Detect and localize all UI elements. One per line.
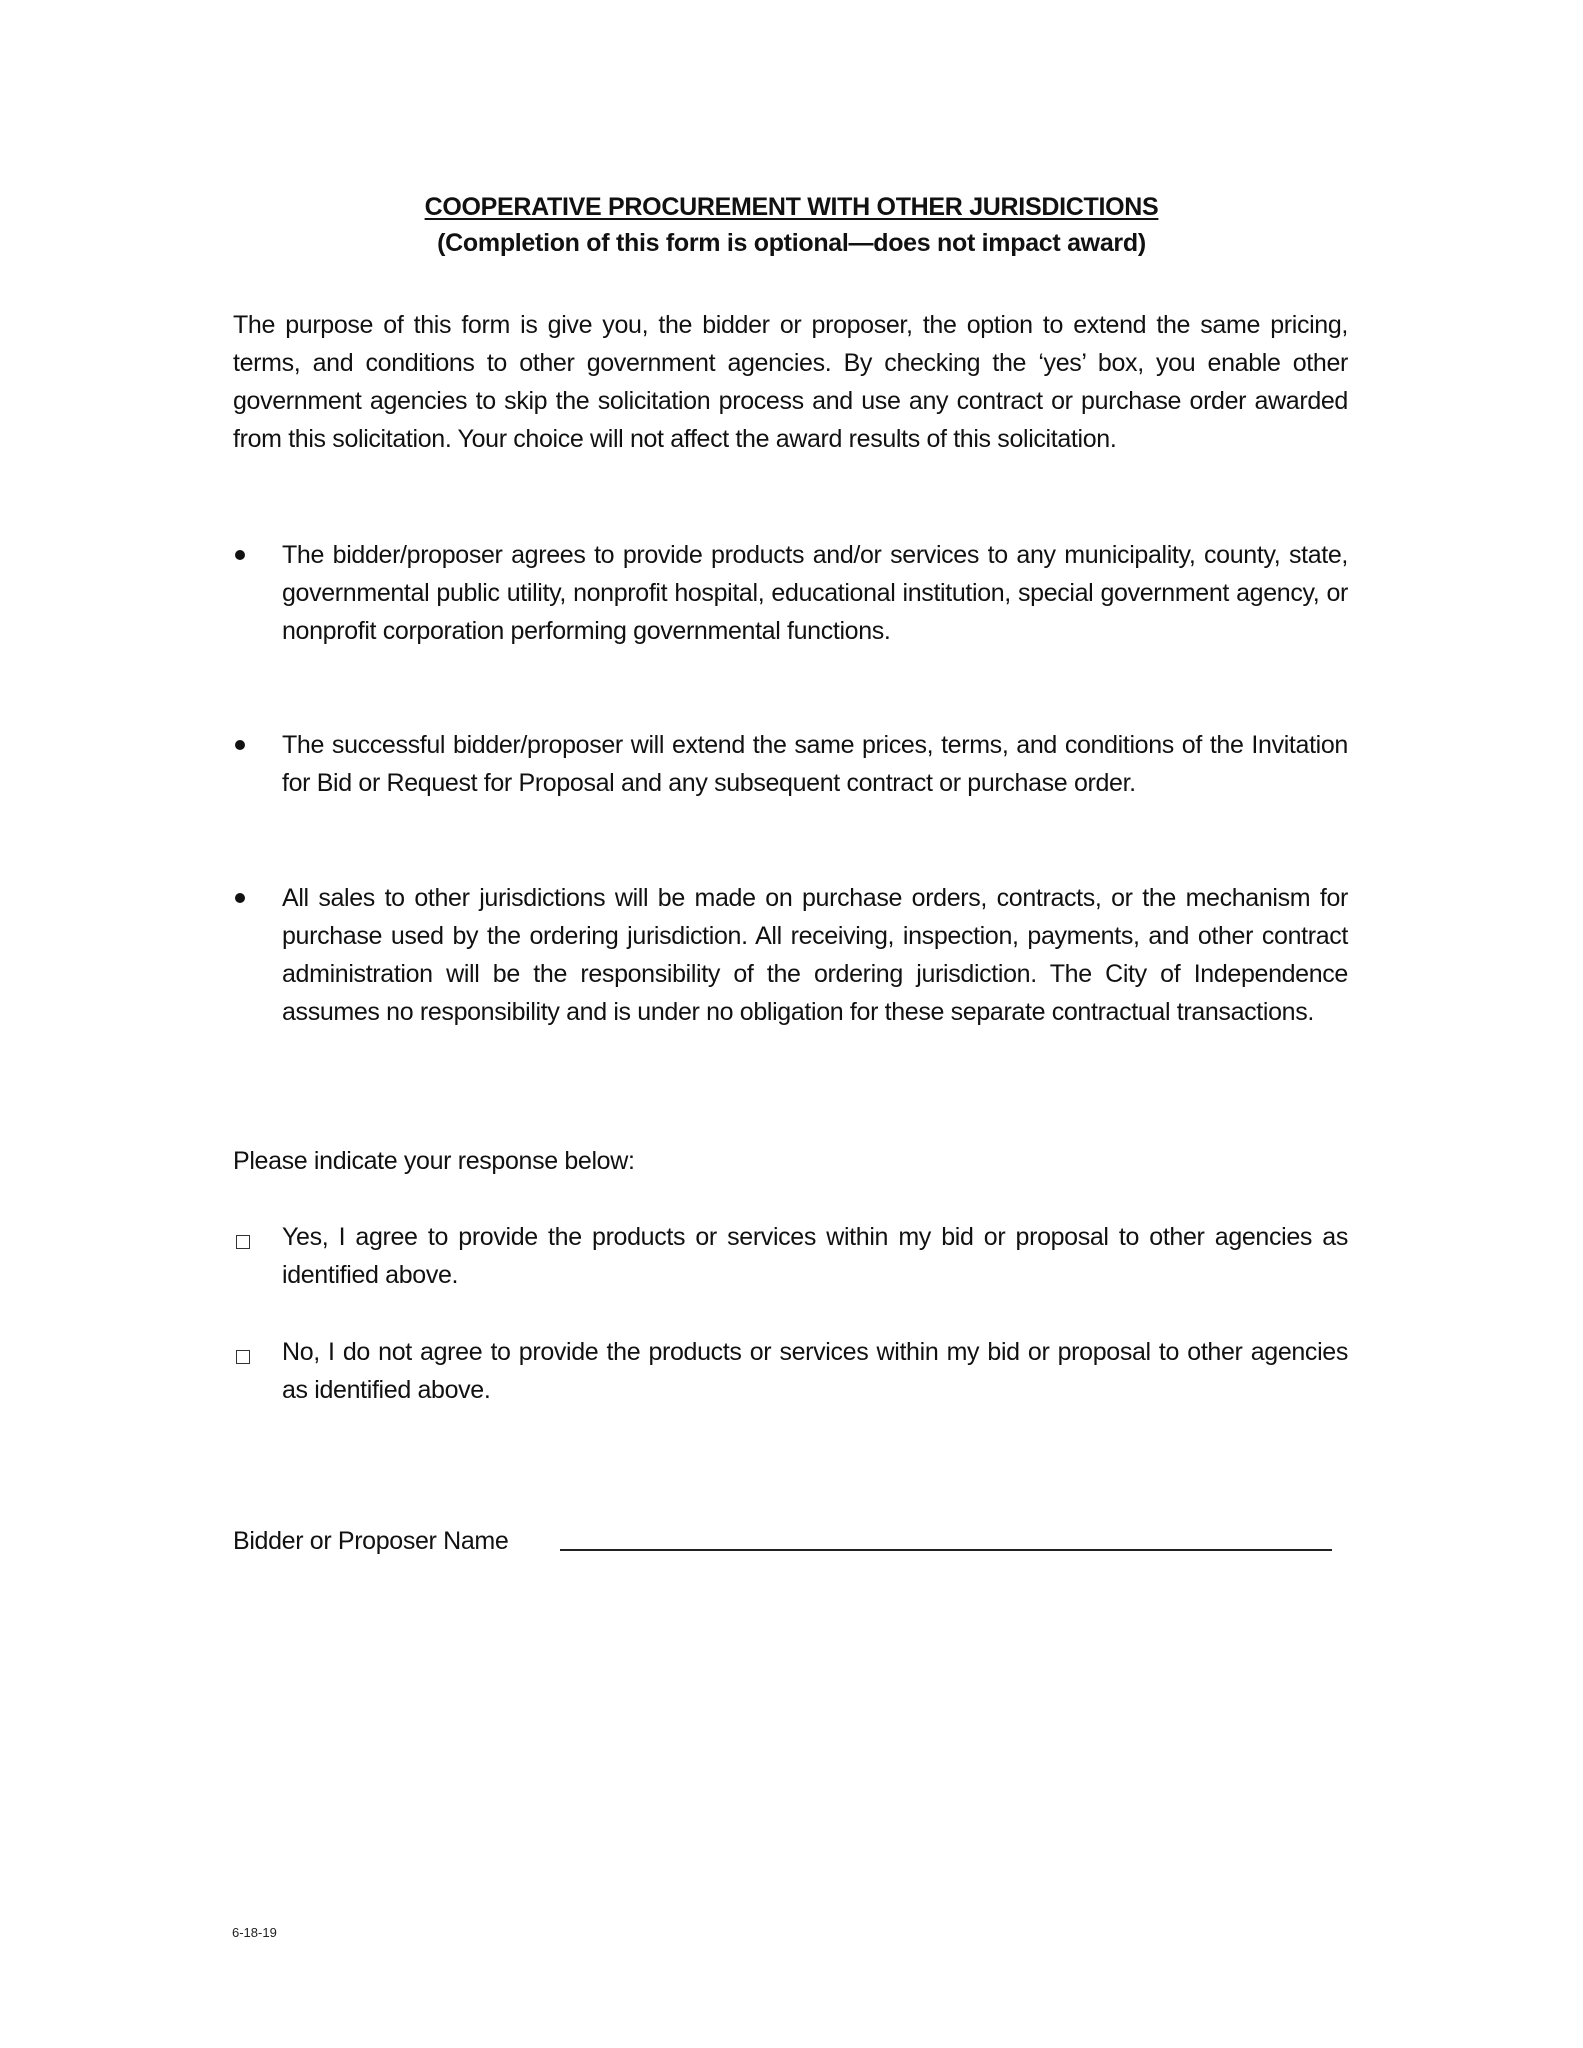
intro-paragraph: The purpose of this form is give you, the bidder or proposer, the option to extend the same pricing, terms, and conditions to other government agencies. By checking the ‘yes’ box, you enable other government agencies to skip the solicitation process and use any contract or purchase order awarded from this solicitation. Your choice will not affect the award results of this solicitation. <box>233 311 1348 453</box>
page-subtitle: (Completion of this form is optional—does not impact award) <box>437 229 1146 257</box>
bullet-icon <box>235 740 245 750</box>
bidder-name-field[interactable] <box>560 1549 1332 1551</box>
option-yes-label: Yes, I agree to provide the products or services within my bid or proposal to other agencies as identified above. <box>282 1223 1348 1289</box>
bullet-icon <box>235 893 245 903</box>
signature-label: Bidder or Proposer Name <box>233 1527 509 1555</box>
list-item-text: All sales to other jurisdictions will be made on purchase orders, contracts, or the mechanism for purchase used by the ordering jurisdiction. All receiving, inspection, payments, and other contract administration will be the responsibility of the ordering jurisdiction. The City of Independence assumes no responsibility and is under no obligation for these separate contractual transactions. <box>282 884 1348 1026</box>
title-text: COOPERATIVE PROCUREMENT WITH OTHER JURISDICTIONS <box>424 193 1159 221</box>
list-item-text: The bidder/proposer agrees to provide products and/or services to any municipality, county, state, governmental public utility, nonprofit hospital, educational institution, special government agency, or nonprofit corporation performing governmental functions. <box>282 541 1348 645</box>
no-checkbox[interactable] <box>236 1350 250 1364</box>
response-prompt: Please indicate your response below: <box>233 1147 635 1175</box>
list-item-text: The successful bidder/proposer will extend the same prices, terms, and conditions of the Invitation for Bid or Request for Proposal and any subsequent contract or purchase order. <box>282 731 1348 797</box>
yes-checkbox[interactable] <box>236 1235 250 1249</box>
bullet-icon <box>235 550 245 560</box>
option-no-label: No, I do not agree to provide the products or services within my bid or proposal to other agencies as identified above. <box>282 1338 1348 1404</box>
page-title <box>0 192 1583 222</box>
footer-date: 6-18-19 <box>232 1925 277 1940</box>
